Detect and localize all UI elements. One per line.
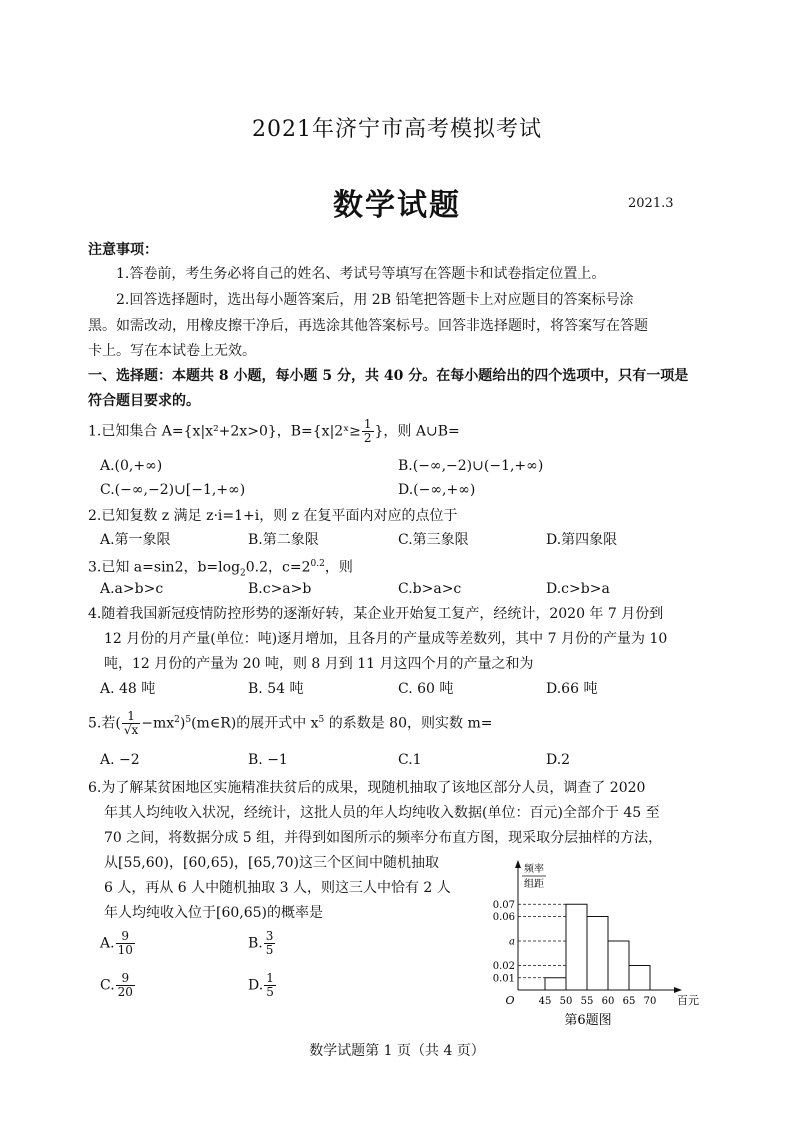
question-4-option-d: D.66 吨 <box>546 681 598 697</box>
question-2-option-c: C.第三象限 <box>398 532 469 548</box>
exam-date: 2021.3 <box>628 196 674 211</box>
x-tick-label: 50 <box>559 996 573 1007</box>
histogram-chart <box>478 850 728 1035</box>
question-6-line-3: 70 之间，将数据分成 5 组，并得到如图所示的频率分布直方图，现采取分层抽样的方法， <box>104 830 663 846</box>
page-footer: 数学试题第 1 页（共 4 页） <box>309 1043 485 1059</box>
question-3-stem: 3.已知 a=sin2，$b=\log_20.2$，$c=2^{0.2}$，则 <box>88 559 353 579</box>
question-3-option-d: D.c>b>a <box>546 581 610 597</box>
notes-heading: 注意事项： <box>88 242 158 258</box>
y-tick-label: 0.02 <box>492 961 515 972</box>
histogram-bar-4 <box>608 941 629 990</box>
question-5-option-b: B. −1 <box>248 752 288 768</box>
question-4-line-3: 吨，12 月份的产量为 20 吨，则 8 月到 11 月这四个月的产量之和为 <box>104 656 534 672</box>
question-1-option-d: D.(−∞,+∞) <box>398 482 476 498</box>
notes-item-2-line-3: 卡上。写在本试卷上无效。 <box>88 343 256 359</box>
notes-item-1: 1.答卷前，考生务必将自己的姓名、考试号等填写在答题卡和试卷指定位置上。 <box>116 266 606 282</box>
question-5-option-c: C.1 <box>398 752 422 768</box>
question-2-option-a: A.第一象限 <box>100 532 171 548</box>
question-6-line-6: 年人均纯收入位于[60,65)的概率是 <box>104 905 324 921</box>
x-tick-label: 70 <box>643 996 657 1007</box>
histogram-bar-1 <box>545 978 566 990</box>
x-tick-label: 65 <box>622 996 636 1007</box>
question-2-stem: 2.已知复数 z 满足 z·i=1+i，则 z 在复平面内对应的点位于 <box>88 508 458 524</box>
section-heading-line-1: 一、选择题：本题共 8 小题，每小题 5 分，共 40 分。在每小题给出的四个选项中，只有一项是 <box>88 368 689 384</box>
question-6-line-2: 年其人均纯收入状况，经统计，这批人员的年人均纯收入数据(单位：百元)全部介于 45 至 <box>104 805 660 821</box>
question-6-option-d: D. $\frac{1}{5}$ <box>248 971 274 999</box>
x-tick-label: 60 <box>601 996 615 1007</box>
question-5-option-d: D.2 <box>546 752 571 768</box>
y-tick-label: 0.06 <box>492 912 515 923</box>
subject-title: 数学试题 <box>333 188 461 223</box>
origin-label: O <box>505 994 515 1007</box>
question-6-line-5: 6 人，再从 6 人中随机抽取 3 人，则这三人中恰有 2 人 <box>104 880 451 896</box>
question-5-stem: 5.若( $\frac{1}{√x}$ $-mx^2)^5(m\in R)$的展开式中 $x^5$ 的系数是 80，则实数 m= <box>88 709 493 738</box>
question-5-option-a: A. −2 <box>100 752 140 768</box>
question-6-option-a: A. $\frac{9}{10}$ <box>100 929 133 957</box>
histogram-bar-5 <box>629 966 650 991</box>
histogram-bar-3 <box>587 917 608 991</box>
question-1-option-c: C.(−∞,−2)∪[−1,+∞) <box>100 482 246 498</box>
question-1-stem: 1.已知集合 A={x|x²+2x>0}，B={x|2ˣ≥ $\frac{1}{2}$ }，则 A∪B= <box>88 417 460 445</box>
notes-item-2-line-1: 2.回答选择题时，选出每小题答案后，用 2B 铅笔把答题卡上对应题目的答案标号涂 <box>116 292 634 308</box>
question-4-line-2: 12 月份的月产量(单位：吨)逐月增加，且各月的产量成等差数列，其中 7 月份的产量为 10 <box>104 631 668 647</box>
question-3-option-a: A.a>b>c <box>100 581 164 597</box>
histogram-bar-2 <box>566 904 587 990</box>
question-1-option-b: B.(−∞,−2)∪(−1,+∞) <box>398 458 544 474</box>
question-6-option-b: B. $\frac{3}{5}$ <box>248 929 274 957</box>
question-3-option-b: B.c>a>b <box>248 581 312 597</box>
y-axis-label-denominator: 组距 <box>524 879 544 890</box>
question-3-option-c: C.b>a>c <box>398 581 462 597</box>
question-4-option-b: B. 54 吨 <box>248 681 304 697</box>
question-1-option-a: A.(0,+∞) <box>100 458 163 474</box>
y-tick-label: a <box>509 936 515 948</box>
notes-item-2-line-2: 黑。如需改动，用橡皮擦干净后，再选涂其他答案标号。回答非选择题时，将答案写在答题 <box>88 318 648 334</box>
x-axis-label: 百元 <box>677 994 699 1007</box>
question-4-option-c: C. 60 吨 <box>398 681 454 697</box>
y-axis-label-numerator: 频率 <box>524 864 544 875</box>
question-6-line-4: 从[55,60)，[60,65)，[65,70)这三个区间中随机抽取 <box>104 855 440 871</box>
question-4-line-1: 4.随着我国新冠疫情防控形势的逐渐好转，某企业开始复工复产，经统计，2020 年 7 月份到 <box>88 606 664 622</box>
section-heading-line-2: 符合题目要求的。 <box>88 393 200 409</box>
y-tick-label: 0.07 <box>492 899 515 911</box>
y-axis-arrow <box>515 860 521 868</box>
question-4-option-a: A. 48 吨 <box>100 681 156 697</box>
x-tick-label: 45 <box>538 996 552 1007</box>
question-2-option-d: D.第四象限 <box>546 532 618 548</box>
chart-caption: 第6题图 <box>564 1013 612 1028</box>
x-tick-label: 55 <box>580 996 594 1007</box>
question-2-option-b: B.第二象限 <box>248 532 319 548</box>
question-6-option-c: C. $\frac{9}{20}$ <box>100 971 133 999</box>
exam-title: 2021年济宁市高考模拟考试 <box>252 117 542 142</box>
x-axis-arrow <box>674 987 682 993</box>
question-6-line-1: 6.为了解某贫困地区实施精准扶贫后的成果，现随机抽取了该地区部分人员，调查了 2020 <box>88 780 646 796</box>
y-tick-label: 0.01 <box>492 973 515 985</box>
